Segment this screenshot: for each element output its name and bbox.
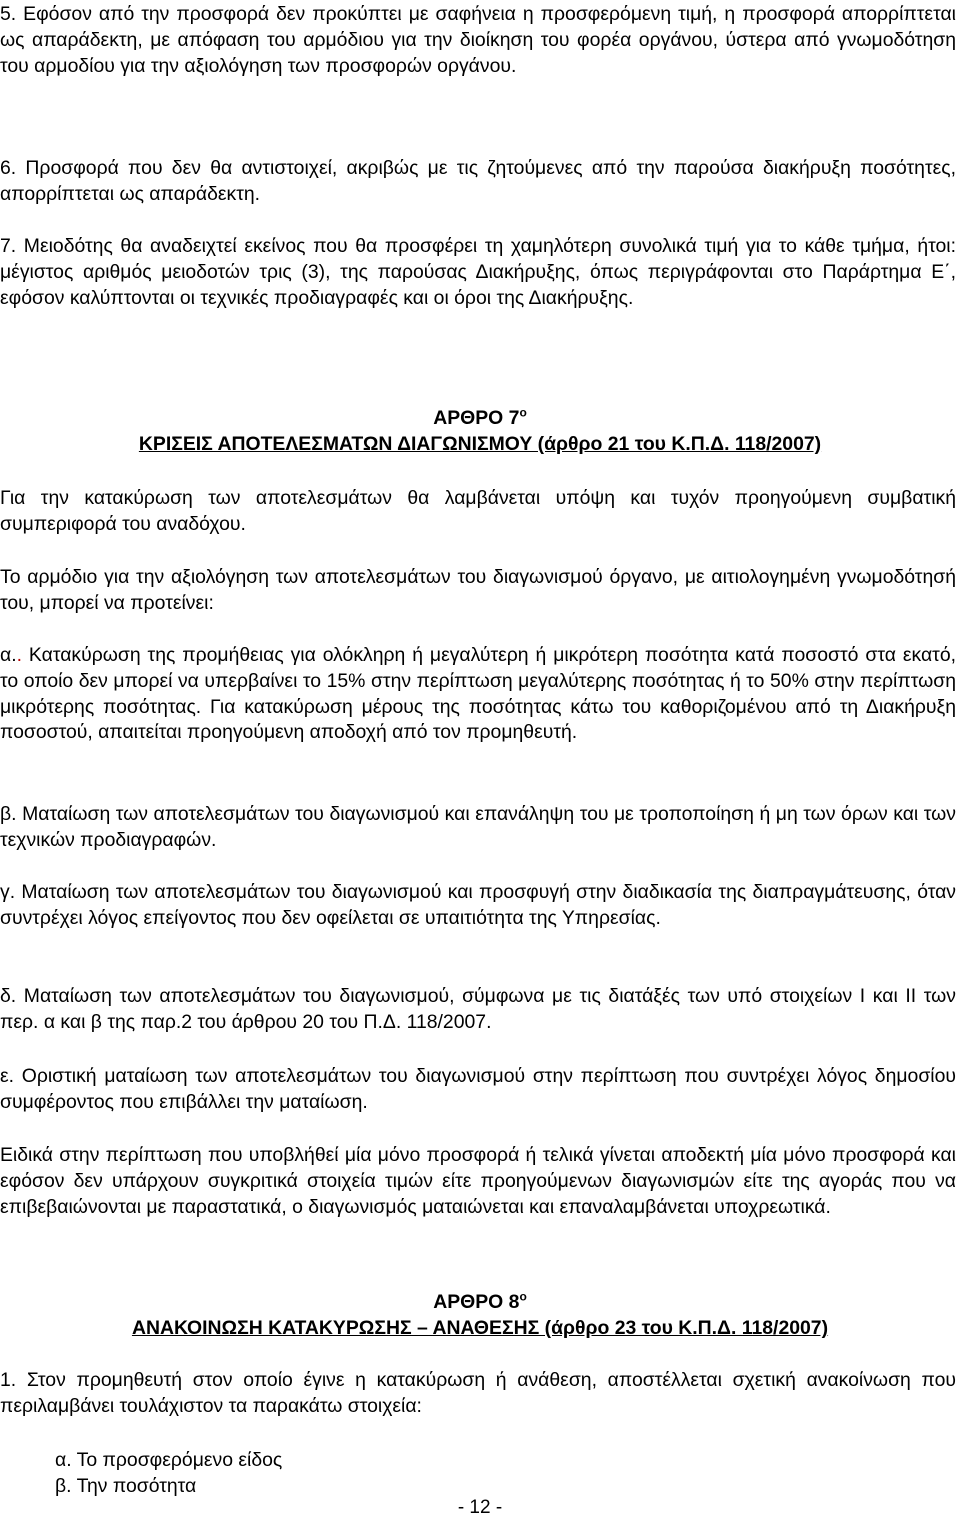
article-7-item-e: ε. Οριστική ματαίωση των αποτελεσμάτων του διαγωνισμού στην περίπτωση που συντρέχει λόγος δημοσίου συμφέροντος που επιβάλλει την ματαίωση. bbox=[0, 1065, 956, 1113]
article-8-paragraph-1: 1. Στον προμηθευτή στον οποίο έγινε η κατακύρωση ή ανάθεση, αποστέλλεται σχετική ανακοίνωση που περιλαμβάνει τουλάχιστον τα παρακάτω στοιχεία: bbox=[0, 1369, 956, 1417]
article-7-intro-2: Το αρμόδιο για την αξιολόγηση των αποτελεσμάτων του διαγωνισμού όργανο, με αιτιολογημένη γνωμοδότησή του, μπορεί να προτείνει: bbox=[0, 566, 956, 614]
article-7-special-case: Ειδικά στην περίπτωση που υποβλήθεί μία μόνο προσφορά ή τελικά γίνεται αποδεκτή μία μόνο προσφορά και εφόσον δεν υπάρχουν συγκριτικά στοιχεία τιμών είτε προηγούμενων διαγωνισμών είτε της αγοράς που να επιβεβαιώνονται με παραστατικά, ο διαγωνισμός ματαιώνεται και επαναλαμβάνεται υποχρεωτικά. bbox=[0, 1144, 956, 1218]
paragraph-5: 5. Εφόσον από την προσφορά δεν προκύπτει με σαφήνεια η προσφερόμενη τιμή, η προσφορά απορρίπτεται ως απαράδεκτη, με απόφαση του αρμόδιου για την διοίκηση του φορέα οργάνου, ύστερα από γνωμοδότηση του αρμοδίου για την αξιολόγηση των προσφορών οργάνου. bbox=[0, 3, 956, 77]
article-7-intro-1: Για την κατακύρωση των αποτελεσμάτων θα λαμβάνεται υπόψη και τυχόν προηγούμενη συμβατική συμπεριφορά του αναδόχου. bbox=[0, 487, 956, 535]
article-8-subtitle: ΑΝΑΚΟΙΝΩΣΗ ΚΑΤΑΚΥΡΩΣΗΣ – ΑΝΑΘΕΣΗΣ (άρθρο 23 του Κ.Π.Δ. 118/2007) bbox=[131, 1317, 829, 1339]
article-7-title: ΑΡΘΡΟ $7^o$ bbox=[433, 405, 527, 429]
article-8-title: ΑΡΘΡΟ $8^o$ bbox=[433, 1289, 527, 1313]
article-7-item-b: β. Ματαίωση των αποτελεσμάτων του διαγωνισμού και επανάληψη του με τροποποίηση ή μη των όρων και των τεχνικών προδιαγραφών. bbox=[0, 803, 956, 851]
article-7-item-c: γ. Ματαίωση των αποτελεσμάτων του διαγωνισμού και προσφυγή στην διαδικασία της διαπραγμάτευσης, όταν συντρέχει λόγος επείγοντος που δεν οφείλεται σε υπαιτιότητα της Υπηρεσίας. bbox=[0, 881, 956, 929]
item-a-text: Κατακύρωση της προμήθειας για ολόκληρη ή μεγαλύτερη ή μικρότερη ποσότητα κατά ποσοστό στα εκατό, το οποίο δεν μπορεί να υπερβαίνει το 15% στην περίπτωση μεγαλύτερης ποσότητας ή το 50% στην περίπτωση μικρότερης ποσότητας. Για κατακύρωση μέρους της ποσότητας κάτω του καθοριζομένου από τη Διακήρυξη ποσοστού, απαιτείται προηγούμενη αποδοχή από τον προμηθευτή. bbox=[0, 644, 956, 744]
list-item: α. Το προσφερόμενο είδος bbox=[55, 1449, 283, 1471]
article-7-item-a: α.. Κατακύρωση της προμήθειας για ολόκληρη ή μεγαλύτερη ή μικρότερη ποσότητα κατά ποσοστό στα εκατό, το οποίο δεν μπορεί να υπερβαίνει το 15% στην περίπτωση μεγαλύτερης ποσότητας ή το 50% στην περίπτωση μικρότερης ποσότητας. Για κατακύρωση μέρους της ποσότητας κάτω του καθοριζομένου από τη Διακήρυξη ποσοστού, απαιτείται προηγούμενη αποδοχή από τον προμηθευτή. bbox=[0, 644, 956, 744]
paragraph-6: 6. Προσφορά που δεν θα αντιστοιχεί, ακριβώς με τις ζητούμενες από την παρούσα διακήρυξη ποσότητες, απορρίπτεται ως απαράδεκτη. bbox=[0, 157, 956, 205]
list-item: β. Την ποσότητα bbox=[55, 1475, 197, 1497]
article-7-item-d: δ. Ματαίωση των αποτελεσμάτων του διαγωνισμού, σύμφωνα με τις διατάξές των υπό στοιχείων Ι και ΙΙ των περ. α και β της παρ.2 του άρθρου 20 του Π.Δ. 118/2007. bbox=[0, 985, 956, 1033]
article-7-subtitle: ΚΡΙΣΕΙΣ ΑΠΟΤΕΛΕΣΜΑΤΩΝ ΔΙΑΓΩΝΙΣΜΟΥ (άρθρο 21 του Κ.Π.Δ. 118/2007) bbox=[138, 433, 822, 455]
page-number: - 12 - bbox=[457, 1497, 503, 1518]
article-8-heading bbox=[0, 1289, 960, 1341]
article-7-heading bbox=[0, 405, 960, 457]
article-8-list bbox=[55, 1447, 282, 1499]
item-a-label: α. bbox=[0, 644, 17, 666]
paragraph-7: 7. Μειοδότης θα αναδειχτεί εκείνος που θα προσφέρει τη χαμηλότερη συνολικά τιμή για το κάθε τμήμα, ήτοι: μέγιστος αριθμός μειοδοτών τρις (3), της παρούσας Διακήρυξης, όπως περιγράφονται στο Παράρτημα Ε΄, εφόσον καλύπτονται οι τεχνικές προδιαγραφές και οι όροι της Διακήρυξης. bbox=[0, 235, 956, 309]
